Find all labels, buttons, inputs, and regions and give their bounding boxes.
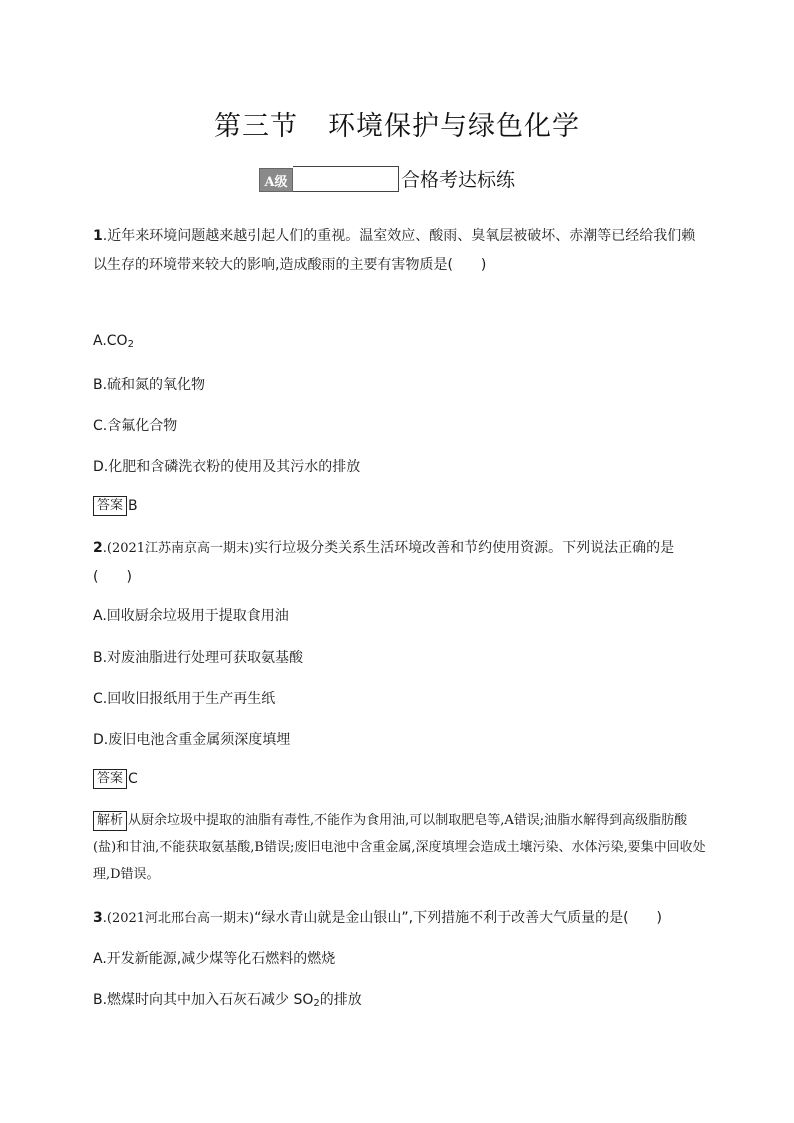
question-1-option-b: B.硫和氮的氧化物 (93, 377, 206, 393)
level-label: 合格考达标练 (401, 169, 516, 191)
page-title (0, 104, 794, 143)
level-underline (293, 166, 399, 192)
answer-tag: 答案 (93, 769, 127, 789)
level-header (259, 164, 515, 192)
section-title: 环境保护与绿色化学 (328, 111, 580, 142)
question-number: 2 (93, 540, 103, 556)
question-number: 1 (93, 228, 103, 244)
answer-value: C (128, 771, 138, 787)
question-text: .近年来环境问题越来越引起人们的重视。温室效应、酸雨、臭氧层被破坏、赤潮等已经给我们赖以生存的环境带来较大的影响,造成酸雨的主要有害物质是( ) (93, 228, 696, 273)
explanation-text: 从厨余垃圾中提取的油脂有毒性,不能作为食用油,可以制取肥皂等,A错误;油脂水解得到高级脂肪酸(盐)和甘油,不能获取氨基酸,B错误;废旧电池中含重金属,深度填埋会造成土壤污染、水体污染,要集中回收处理,D错误。 (93, 813, 706, 882)
question-source: .(2021江苏南京高一期末) (102, 541, 255, 556)
subscript: 2 (313, 998, 320, 1009)
question-2-answer (93, 769, 138, 789)
question-1-option-c: C.含氟化合物 (93, 418, 178, 434)
answer-tag: 答案 (93, 496, 127, 516)
question-3-option-a: A.开发新能源,减少煤等化石燃料的燃烧 (93, 951, 336, 967)
question-1-option-a (93, 333, 134, 350)
question-2-option-b: B.对废油脂进行处理可获取氨基酸 (93, 650, 304, 666)
question-1-answer (93, 496, 138, 516)
option-text-suffix: 的排放 (319, 992, 362, 1008)
question-1-option-d: D.化肥和含磷洗衣粉的使用及其污水的排放 (93, 459, 361, 475)
question-2-option-a: A.回收厨余垃圾用于提取食用油 (93, 608, 289, 624)
question-2 (93, 534, 708, 592)
question-2-option-c: C.回收旧报纸用于生产再生纸 (93, 691, 276, 707)
option-text: A.CO (93, 333, 128, 349)
question-3-option-b (93, 989, 362, 1009)
question-2-explanation (93, 807, 708, 888)
explanation-tag: 解析 (93, 811, 127, 831)
question-text: 实行垃圾分类关系生活环境改善和节约使用资源。下列说法正确的是( ) (93, 540, 675, 585)
question-text: “绿水青山就是金山银山”,下列措施不利于改善大气质量的是( ) (254, 910, 663, 926)
question-source: .(2021河北邢台高一期末) (102, 911, 255, 926)
question-3 (93, 904, 708, 933)
question-2-option-d: D.废旧电池含重金属须深度填埋 (93, 732, 291, 748)
subscript: 2 (127, 339, 134, 350)
section-number: 第三节 (214, 111, 298, 142)
option-text: B.燃煤时向其中加入石灰石减少 SO (93, 992, 314, 1008)
answer-value: B (128, 498, 138, 514)
question-1 (93, 222, 708, 280)
level-badge: A级 (259, 168, 293, 192)
question-number: 3 (93, 910, 103, 926)
